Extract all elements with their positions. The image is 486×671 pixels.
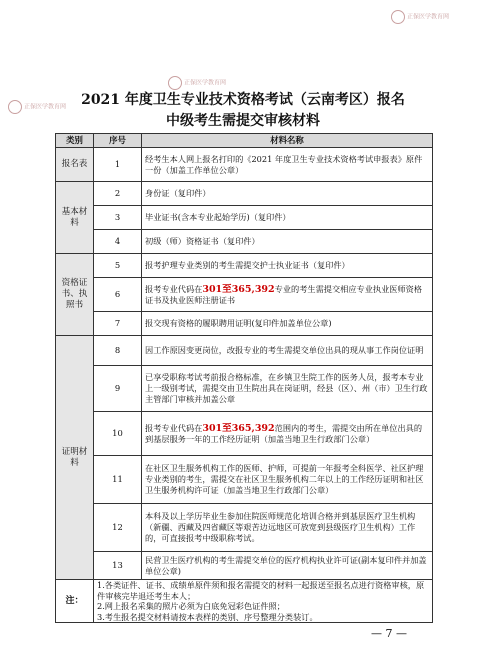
code-end: 365,392 [231, 422, 275, 434]
page-title: 2021 年度卫生专业技术资格考试（云南考区）报名 [81, 92, 405, 108]
number-cell: 4 [94, 230, 142, 254]
material-text: 报考专业代码在 [145, 422, 203, 433]
page-number: — 7 — [371, 627, 407, 640]
category-cell: 报名表 [56, 148, 94, 182]
material-cell [142, 412, 433, 456]
watermark-text: 正保医学教育网 [407, 13, 450, 21]
note-line: 1.各类证件、证书、成绩单原件须和报名需提交的材料一起报送至报名点进行资格审核，原件审核完毕退还考生本人； [97, 580, 425, 601]
material-cell: 因工作原因变更岗位，改报专业的考生需提交单位出具的现从事工作岗位证明 [142, 336, 433, 366]
table-row [56, 312, 433, 336]
material-cell: 在社区卫生服务机构工作的医师、护师，可提前一年报考全科医学、社区护理专业类别的考生，需提交在社区卫生服务机构二年以上的工作经历证明和社区卫生服务机构许可证（加盖当地卫生行政部门公章） [142, 456, 433, 504]
number-cell: 7 [94, 312, 142, 336]
category-cell: 资格证书、执照书 [56, 254, 94, 336]
table-row [56, 278, 433, 312]
table-row [56, 552, 433, 580]
table-row [56, 456, 433, 504]
notes-cell [94, 580, 433, 623]
notes-row [56, 580, 433, 623]
notes-label: 注： [56, 580, 94, 623]
table-header-row [56, 134, 433, 148]
watermark-text: 正保医学教育网 [24, 103, 67, 111]
table-row [56, 336, 433, 366]
code-start: 301 [202, 283, 223, 295]
header-category: 类别 [56, 134, 94, 148]
number-cell: 10 [94, 412, 142, 456]
material-cell: 已享受职称考试考前报合格标准，在乡镇卫生院工作的医务人员，报考本专业上一级别考试，需提交由卫生院出具在岗证明，经县（区）、州（市）卫生行政主管部门审核并加盖公章 [142, 366, 433, 412]
note-line: 2.网上报名采集的照片必须为白底免冠彩色证件照； [97, 601, 285, 611]
code-to: 至 [222, 283, 232, 295]
table-row [56, 230, 433, 254]
number-cell: 13 [94, 552, 142, 580]
number-cell: 12 [94, 504, 142, 552]
table-row [56, 148, 433, 182]
number-cell: 11 [94, 456, 142, 504]
logo-icon [168, 76, 182, 90]
table-row [56, 206, 433, 230]
header-material: 材料名称 [142, 134, 433, 148]
watermark-text: 正保医学教育网 [184, 79, 227, 87]
materials-table [55, 133, 433, 623]
material-cell: 本科及以上学历毕业生参加住院医师规范化培训合格并到基层医疗卫生机构（新疆、西藏及四省藏区等艰苦边远地区可放宽到县级医疗卫生机构）工作的，可直接报考中级职称考试。 [142, 504, 433, 552]
watermark-logo-top [391, 10, 449, 24]
material-cell: 身份证（复印件） [142, 182, 433, 206]
material-text: 范围内的考生，需提交由所在单位出具的到基层服务一年的工作经历证明（加盖当地卫生行政部门公章） [145, 422, 423, 444]
category-cell: 证明材料 [56, 336, 94, 580]
table-row [56, 412, 433, 456]
number-cell: 5 [94, 254, 142, 278]
table-row [56, 182, 433, 206]
table-row [56, 504, 433, 552]
material-cell: 经考生本人网上报名打印的《2021 年度卫生专业技术资格考试申报表》原件一份（加盖工作单位公章） [142, 148, 433, 182]
number-cell: 6 [94, 278, 142, 312]
code-end: 365,392 [231, 283, 275, 295]
logo-icon [391, 10, 405, 24]
material-cell: 毕业证书(含本专业起始学历)（复印件） [142, 206, 433, 230]
code-start: 301 [202, 422, 223, 434]
material-text: 专业的考生需提交相应专业执业医师资格证书及执业医师注册证书 [145, 283, 423, 305]
material-cell: 民营卫生医疗机构的考生需提交单位的医疗机构执业许可证(副本复印件并加盖单位公章) [142, 552, 433, 580]
number-cell: 1 [94, 148, 142, 182]
number-cell: 2 [94, 182, 142, 206]
category-cell: 基本材料 [56, 182, 94, 254]
code-to: 至 [222, 422, 232, 434]
page-subtitle: 中级考生需提交审核材料 [166, 113, 320, 129]
table-row [56, 366, 433, 412]
material-text: 报考专业代码在 [145, 283, 203, 294]
watermark-logo-mid [168, 76, 226, 90]
material-cell: 报交现有资格的履职聘用证明(复印件加盖单位公章) [142, 312, 433, 336]
number-cell: 3 [94, 206, 142, 230]
material-cell: 初级（师）资格证书（复印件） [142, 230, 433, 254]
number-cell: 9 [94, 366, 142, 412]
header-number: 序号 [94, 134, 142, 148]
note-line: 3.考生报名提交材料请按本表样的类别、序号整理分类装订。 [97, 611, 318, 622]
material-cell [142, 278, 433, 312]
material-cell: 报考护理专业类别的考生需提交护士执业证书（复印件） [142, 254, 433, 278]
table-row [56, 254, 433, 278]
number-cell: 8 [94, 336, 142, 366]
